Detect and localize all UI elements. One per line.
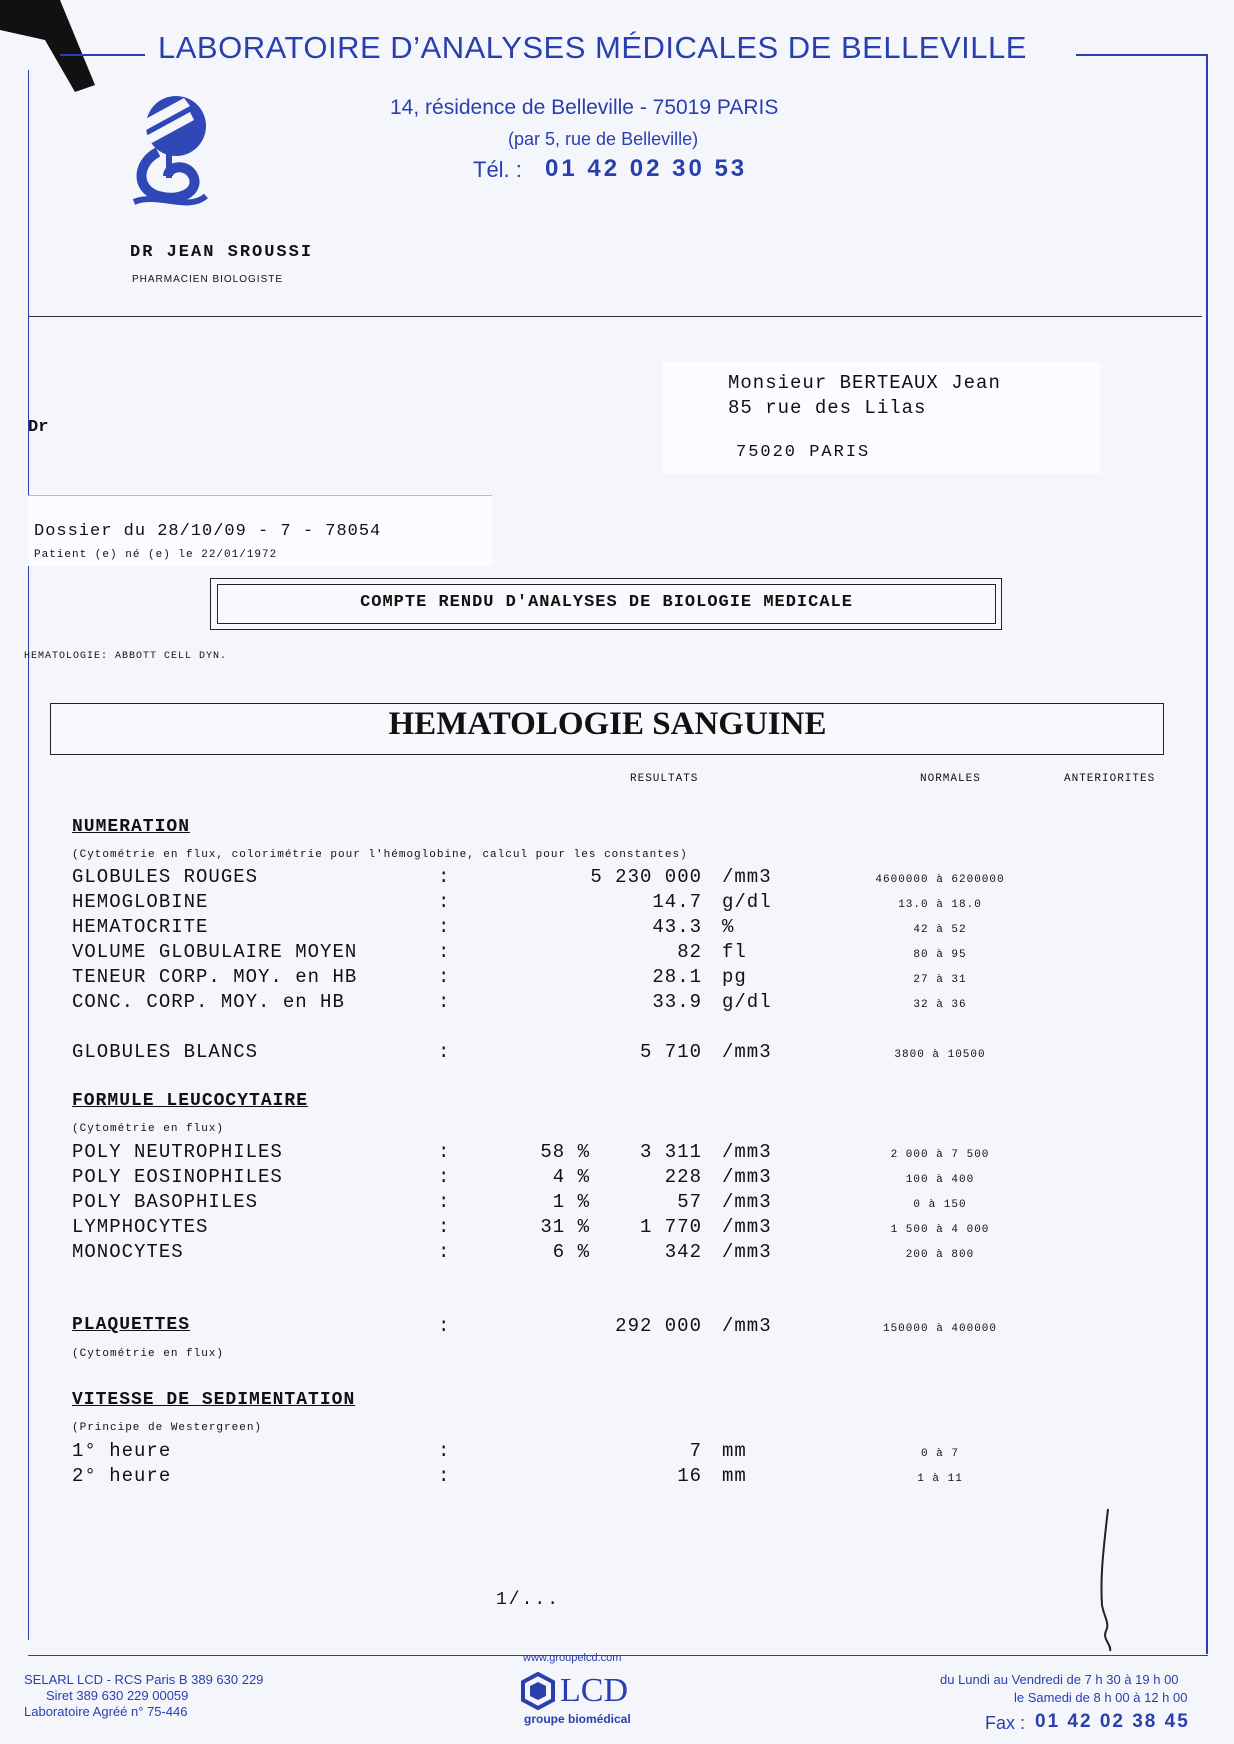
footer-website-link[interactable]: www.groupelcd.com	[523, 1652, 622, 1664]
result-colon: :	[438, 1191, 450, 1213]
normal-range: 42 à 52	[913, 924, 967, 936]
result-colon: :	[438, 891, 450, 913]
result-colon: :	[438, 991, 450, 1013]
normal-range: 80 à 95	[913, 949, 967, 961]
result-label: TENEUR CORP. MOY. en HB	[72, 966, 358, 988]
result-value: 1 770	[639, 1216, 702, 1238]
result-row-hemoglobine	[0, 891, 1234, 915]
result-row-vgm	[0, 941, 1234, 965]
frame-left-border	[28, 70, 29, 1640]
result-colon: :	[438, 1141, 450, 1163]
plaquettes-method: (Cytométrie en flux)	[72, 1348, 225, 1360]
result-value: 7	[689, 1440, 702, 1462]
result-label: POLY BASOPHILES	[72, 1191, 259, 1213]
page-number: 1/...	[496, 1590, 561, 1610]
result-percent: 1 %	[552, 1191, 590, 1213]
result-unit: mm	[722, 1465, 747, 1487]
column-header-results: RESULTATS	[630, 773, 699, 785]
result-percent: 31 %	[540, 1216, 590, 1238]
plaquettes-title: PLAQUETTES	[72, 1315, 191, 1335]
footer-brand-subtitle: groupe biomédical	[524, 1712, 631, 1726]
result-row-basophiles	[0, 1191, 1234, 1215]
result-unit: /mm3	[722, 1166, 772, 1188]
result-row-tcmh	[0, 966, 1234, 990]
vs-title: VITESSE DE SEDIMENTATION	[72, 1390, 356, 1410]
result-row-globules-rouges	[0, 866, 1234, 890]
result-colon: :	[438, 1166, 450, 1188]
result-colon: :	[438, 1440, 450, 1462]
result-unit: /mm3	[722, 1141, 772, 1163]
report-title: COMPTE RENDU D'ANALYSES DE BIOLOGIE MEDICALE	[360, 593, 853, 612]
formule-title: FORMULE LEUCOCYTAIRE	[72, 1091, 309, 1111]
footer-legal-line3: Laboratoire Agréé n° 75-446	[24, 1704, 188, 1719]
result-unit: %	[722, 916, 735, 938]
result-percent: 58 %	[540, 1141, 590, 1163]
doctor-title: PHARMACIEN BIOLOGISTE	[132, 274, 284, 285]
column-header-previous: ANTERIORITES	[1064, 773, 1156, 785]
result-value: 28.1	[652, 966, 702, 988]
result-colon: :	[438, 866, 450, 888]
result-unit: /mm3	[722, 866, 772, 888]
result-colon: :	[438, 941, 450, 963]
vs-method: (Principe de Westergreen)	[72, 1422, 263, 1434]
formule-method: (Cytométrie en flux)	[72, 1123, 225, 1135]
result-value: 5 230 000	[590, 866, 702, 888]
numeration-title: NUMERATION	[72, 817, 191, 837]
result-value: 342	[664, 1241, 702, 1263]
result-row-monocytes	[0, 1241, 1234, 1265]
handwritten-signature	[1086, 1505, 1126, 1655]
result-unit: pg	[722, 966, 747, 988]
footer-legal	[24, 1672, 263, 1720]
doctor-name: DR JEAN SROUSSI	[130, 243, 314, 262]
result-value: 14.7	[652, 891, 702, 913]
result-row-plaquettes	[0, 1315, 1234, 1339]
result-row-hematocrite	[0, 916, 1234, 940]
result-label: 2° heure	[72, 1465, 172, 1487]
recipient-name: Monsieur BERTEAUX Jean	[728, 372, 1001, 394]
footer-brand: LCD	[560, 1672, 628, 1709]
header-separator	[28, 316, 1202, 317]
result-label: HEMATOCRITE	[72, 916, 209, 938]
lab-tel: 01 42 02 30 53	[545, 155, 748, 182]
fax-number: 01 42 02 38 45	[1035, 1711, 1190, 1732]
result-colon: :	[438, 966, 450, 988]
normal-range: 2 000 à 7 500	[890, 1149, 990, 1161]
numeration-method: (Cytométrie en flux, colorimétrie pour l'hémoglobine, calcul pour les constantes)	[72, 849, 688, 861]
footer-legal-line2: Siret 389 630 229 00059	[46, 1688, 189, 1703]
section-title: HEMATOLOGIE SANGUINE	[388, 706, 827, 742]
header-rule-right	[1076, 54, 1206, 56]
prescriber-label: Dr	[28, 418, 49, 437]
result-label: LYMPHOCYTES	[72, 1216, 209, 1238]
recipient-city: 75020 PARIS	[736, 443, 871, 462]
normal-range: 13.0 à 18.0	[898, 899, 982, 911]
normal-range: 0 à 7	[920, 1448, 959, 1460]
lab-logo-icon	[128, 92, 210, 218]
result-value: 43.3	[652, 916, 702, 938]
dossier-line: Dossier du 28/10/09 - 7 - 78054	[34, 522, 382, 541]
patient-birth-line: Patient (e) né (e) le 22/01/1972	[34, 549, 278, 561]
result-value: 82	[677, 941, 702, 963]
result-row-ccmh	[0, 991, 1234, 1015]
result-label: POLY EOSINOPHILES	[72, 1166, 283, 1188]
normal-range: 1 500 à 4 000	[890, 1224, 990, 1236]
result-label: GLOBULES BLANCS	[72, 1041, 259, 1063]
normal-range: 150000 à 400000	[882, 1323, 998, 1335]
header-rule-left	[60, 54, 145, 56]
result-unit: /mm3	[722, 1315, 772, 1337]
result-row-neutrophiles	[0, 1141, 1234, 1165]
corner-tear-mark	[0, 0, 110, 100]
result-label: CONC. CORP. MOY. en HB	[72, 991, 345, 1013]
result-label: HEMOGLOBINE	[72, 891, 209, 913]
result-percent: 6 %	[552, 1241, 590, 1263]
normal-range: 1 à 11	[917, 1473, 963, 1485]
recipient-street: 85 rue des Lilas	[728, 397, 927, 419]
normal-range: 27 à 31	[913, 974, 967, 986]
result-unit: mm	[722, 1440, 747, 1462]
fax-label: Fax :	[985, 1713, 1026, 1733]
result-row-vs-2h	[0, 1465, 1234, 1489]
result-label: VOLUME GLOBULAIRE MOYEN	[72, 941, 358, 963]
normal-range: 4600000 à 6200000	[875, 874, 1005, 886]
result-value: 57	[677, 1191, 702, 1213]
result-label: GLOBULES ROUGES	[72, 866, 259, 888]
method-note: HEMATOLOGIE: ABBOTT CELL DYN.	[24, 651, 228, 662]
result-unit: fl	[722, 941, 747, 963]
footer-hours-saturday: le Samedi de 8 h 00 à 12 h 00	[1014, 1690, 1188, 1705]
result-unit: /mm3	[722, 1216, 772, 1238]
result-unit: /mm3	[722, 1241, 772, 1263]
frame-right-border	[1206, 54, 1208, 1654]
result-unit: /mm3	[722, 1191, 772, 1213]
result-value: 5 710	[639, 1041, 702, 1063]
normal-range: 100 à 400	[905, 1174, 975, 1186]
result-colon: :	[438, 1216, 450, 1238]
result-percent: 4 %	[552, 1166, 590, 1188]
result-label: MONOCYTES	[72, 1241, 184, 1263]
result-unit: g/dl	[722, 891, 772, 913]
column-header-normals: NORMALES	[920, 773, 981, 785]
result-row-globules-blancs	[0, 1041, 1234, 1065]
normal-range: 3800 à 10500	[894, 1049, 986, 1061]
result-colon: :	[438, 1241, 450, 1263]
lab-name: LABORATOIRE D’ANALYSES MÉDICALES DE BELLEVILLE	[158, 30, 1027, 65]
result-row-eosinophiles	[0, 1166, 1234, 1190]
footer-legal-line1: SELARL LCD - RCS Paris B 389 630 229	[24, 1672, 264, 1687]
normal-range: 200 à 800	[905, 1249, 975, 1261]
lcd-hexagon-icon	[520, 1672, 556, 1710]
lab-address-line2: (par 5, rue de Belleville)	[508, 129, 699, 149]
result-label: 1° heure	[72, 1440, 172, 1462]
result-value: 33.9	[652, 991, 702, 1013]
normal-range: 32 à 36	[913, 999, 967, 1011]
result-colon: :	[438, 916, 450, 938]
result-row-vs-1h	[0, 1440, 1234, 1464]
result-colon: :	[438, 1041, 450, 1063]
result-row-lymphocytes	[0, 1216, 1234, 1240]
result-value: 292 000	[615, 1315, 702, 1337]
result-colon: :	[438, 1315, 450, 1337]
result-value: 3 311	[639, 1141, 702, 1163]
footer-hours-weekday: du Lundi au Vendredi de 7 h 30 à 19 h 00	[940, 1672, 1179, 1687]
result-colon: :	[438, 1465, 450, 1487]
result-unit: /mm3	[722, 1041, 772, 1063]
result-value: 16	[677, 1465, 702, 1487]
lab-tel-label: Tél. :	[473, 157, 522, 182]
normal-range: 0 à 150	[913, 1199, 967, 1211]
result-unit: g/dl	[722, 991, 772, 1013]
lab-address-line1: 14, résidence de Belleville - 75019 PARIS	[390, 96, 779, 119]
result-label: POLY NEUTROPHILES	[72, 1141, 283, 1163]
result-value: 228	[664, 1166, 702, 1188]
